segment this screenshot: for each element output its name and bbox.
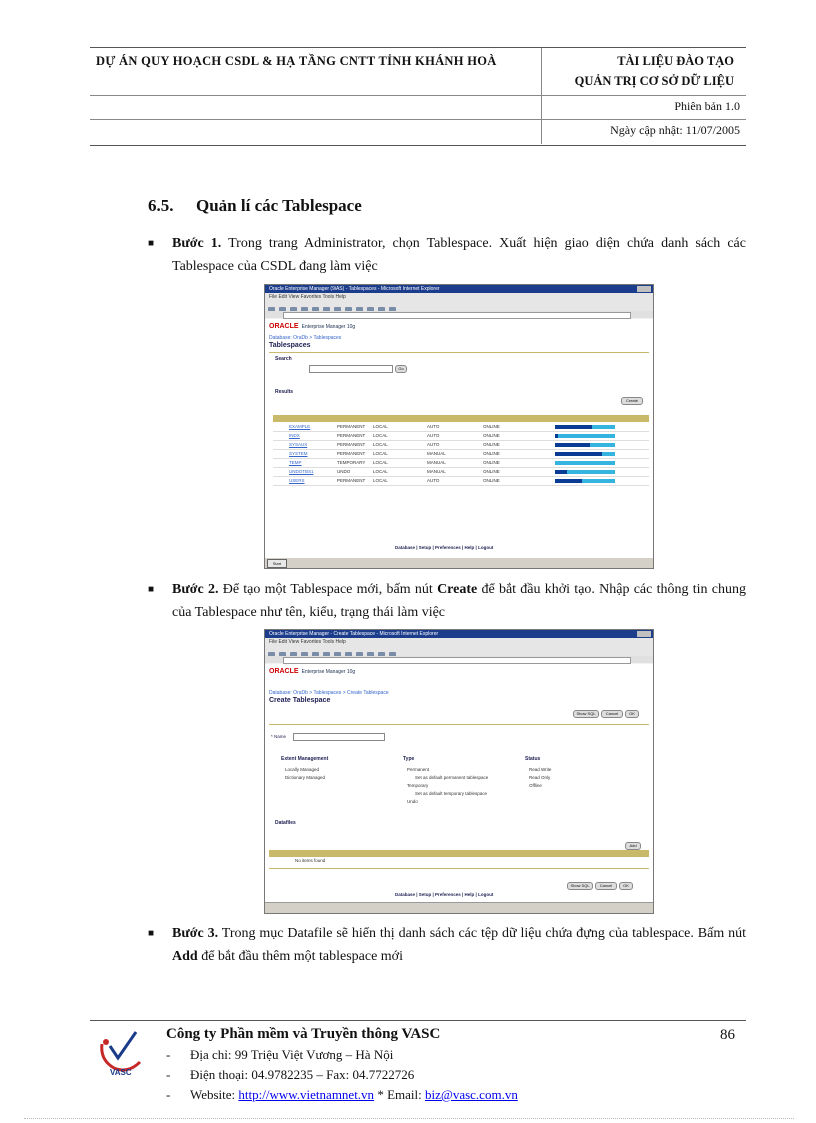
footer-links: Database | Setup | Preferences | Help | Logout <box>395 892 494 897</box>
header-row-line <box>90 95 746 96</box>
results-label: Results <box>275 389 294 395</box>
footer-address: - Địa chỉ: 99 Triệu Việt Vương – Hà Nội <box>166 1047 394 1062</box>
page-number: 86 <box>720 1027 735 1043</box>
cell-status: ONLINE <box>483 442 500 447</box>
section-heading <box>148 196 362 216</box>
usage-bar <box>555 470 567 474</box>
status-option[interactable]: Read Write <box>529 767 552 772</box>
type-option[interactable]: Set as default temporary tablespace <box>415 791 488 796</box>
usage-bar-bg <box>555 434 615 438</box>
cell-segment: AUTO <box>427 424 440 429</box>
cell-status: ONLINE <box>483 433 500 438</box>
cell-name[interactable]: SYSTEM <box>289 451 308 456</box>
step-label: Bước 2. <box>172 582 219 597</box>
status-title: Status <box>525 756 541 762</box>
cell-segment: AUTO <box>427 433 440 438</box>
table-row[interactable] <box>273 423 649 432</box>
section-number: 6.5. <box>148 196 174 215</box>
start-button[interactable]: Start <box>267 559 287 568</box>
table-row[interactable] <box>273 468 649 477</box>
address-bar <box>265 311 653 318</box>
menu-bar: File Edit View Favorites Tools Help <box>265 638 653 646</box>
table-row[interactable] <box>273 450 649 459</box>
page-edge <box>24 1118 794 1119</box>
table-row[interactable] <box>273 432 649 441</box>
cell-status: ONLINE <box>483 460 500 465</box>
usage-bar <box>555 434 558 438</box>
cell-status: ONLINE <box>483 451 500 456</box>
divider <box>269 868 649 869</box>
page-title: Tablespaces <box>269 342 311 349</box>
cell-status: ONLINE <box>483 469 500 474</box>
step-label: Bước 3. <box>172 926 219 941</box>
usage-bar <box>555 425 592 429</box>
bullet-icon: ■ <box>148 928 155 939</box>
cell-type: PERMANENT <box>337 433 366 438</box>
name-input[interactable] <box>293 733 385 741</box>
cell-extent: LOCAL <box>373 460 388 465</box>
oracle-logo: ORACLE Enterprise Manager 10g <box>269 668 356 675</box>
step-2: ■ Bước 2. Để tạo một Tablespace mới, bấm nút Create để bắt đầu khởi tạo. Nhập các thông tin chung của Tablespace như tên, kiểu, trạng thái làm việc <box>148 578 746 624</box>
cell-type: UNDO <box>337 469 351 474</box>
name-label: * Name <box>271 734 287 739</box>
tab-divider <box>269 724 649 725</box>
usage-bar <box>555 479 582 483</box>
show-sql-button-bottom[interactable]: Show SQL <box>567 882 593 890</box>
logo-text: VASC <box>110 1068 132 1076</box>
email-link[interactable]: biz@vasc.com.vn <box>424 1087 518 1102</box>
go-button[interactable]: Go <box>395 365 407 373</box>
table-row[interactable] <box>273 441 649 450</box>
create-button[interactable]: Create <box>621 397 643 405</box>
status-option[interactable]: Read Only <box>529 775 551 780</box>
cell-extent: LOCAL <box>373 433 388 438</box>
window-controls <box>637 286 651 292</box>
header-divider <box>541 48 542 144</box>
footer-phone: - Điện thoại: 04.9782235 – Fax: 04.7722726 <box>166 1067 415 1082</box>
table-row[interactable] <box>273 477 649 486</box>
taskbar <box>265 557 653 568</box>
cell-segment: AUTO <box>427 442 440 447</box>
extent-option[interactable]: Locally Managed <box>285 767 320 772</box>
browser-page <box>265 664 653 903</box>
usage-bar <box>555 443 590 447</box>
step-3: ■ Bước 3. Trong mục Datafile sẽ hiển thị danh sách các tệp dữ liệu chứa đựng của tablespace. Bấm nút Add để bắt đầu thêm một tablespace mới <box>148 922 746 968</box>
show-sql-button[interactable]: Show SQL <box>573 710 599 718</box>
add-button[interactable]: Add <box>625 842 641 850</box>
update-date: Ngày cập nhật: 11/07/2005 <box>610 123 740 137</box>
footer-links: Database | Setup | Preferences | Help | Logout <box>395 545 494 550</box>
cell-name[interactable]: UNDOTBS1 <box>289 469 314 474</box>
cell-extent: LOCAL <box>373 424 388 429</box>
page-title: Create Tablespace <box>269 697 331 704</box>
document-header <box>90 47 746 146</box>
menu-bar: File Edit View Favorites Tools Help <box>265 293 653 301</box>
cell-status: ONLINE <box>483 478 500 483</box>
cell-extent: LOCAL <box>373 442 388 447</box>
header-row-line <box>90 119 746 120</box>
cell-type: PERMANENT <box>337 451 366 456</box>
status-bar <box>265 902 653 913</box>
ok-button[interactable]: OK <box>625 710 639 718</box>
search-input[interactable] <box>309 365 393 373</box>
vasc-logo <box>96 1026 150 1076</box>
ok-button-bottom[interactable]: OK <box>619 882 633 890</box>
website-link[interactable]: http://www.vietnamnet.vn <box>238 1087 375 1102</box>
status-option[interactable]: Offline <box>529 783 542 788</box>
bullet-icon: ■ <box>148 238 155 249</box>
cell-extent: LOCAL <box>373 478 388 483</box>
cell-name[interactable]: EXAMPLE <box>289 424 311 429</box>
datafiles-title: Datafiles <box>275 820 296 826</box>
cell-extent: LOCAL <box>373 469 388 474</box>
document-subtitle: QUẢN TRỊ CƠ SỞ DỮ LIỆU <box>574 74 734 88</box>
breadcrumb: Database: OraDb > Tablespaces <box>269 335 342 341</box>
cell-name[interactable]: TEMP <box>289 460 302 465</box>
cell-status: ONLINE <box>483 424 500 429</box>
type-option[interactable]: Undo <box>407 799 418 804</box>
type-title: Type <box>403 756 415 762</box>
table-row[interactable] <box>273 459 649 468</box>
divider <box>269 352 649 353</box>
bullet-icon: ■ <box>148 584 155 595</box>
breadcrumb: Database: OraDb > Tablespaces > Create Tablespace <box>269 690 389 696</box>
footer-line <box>90 1020 746 1021</box>
cancel-button-bottom[interactable]: Cancel <box>595 882 617 890</box>
version: Phiên bản 1.0 <box>674 99 740 113</box>
extent-option[interactable]: Dictionary Managed <box>285 775 326 780</box>
usage-bar-bg <box>555 461 615 465</box>
table-header <box>273 415 649 422</box>
cell-name[interactable]: USERS <box>289 478 305 483</box>
project-name: DỰ ÁN QUY HOẠCH CSDL & HẠ TẦNG CNTT TỈNH KHÁNH HOÀ <box>96 54 497 68</box>
section-title: Quản lí các Tablespace <box>196 196 362 215</box>
extent-title: Extent Management <box>281 756 329 762</box>
step-text: Trong trang Administrator, chọn Tablespace. Xuất hiện giao diện chứa danh sách các Tablespace của CSDL đang làm việc <box>172 236 746 274</box>
cell-segment: MANUAL <box>427 451 446 456</box>
cell-segment: MANUAL <box>427 460 446 465</box>
screenshot-create-tablespace <box>264 629 654 914</box>
usage-bar <box>555 452 602 456</box>
window-title: Oracle Enterprise Manager - Create Tablespace - Microsoft Internet Explorer <box>265 630 653 638</box>
type-option[interactable]: Set as default permanent tablespace <box>415 775 489 780</box>
cell-segment: MANUAL <box>427 469 446 474</box>
cell-type: PERMANENT <box>337 424 366 429</box>
browser-page <box>265 319 653 558</box>
cell-type: PERMANENT <box>337 442 366 447</box>
step-label: Bước 1. <box>172 236 222 251</box>
cell-type: TEMPORARY <box>337 460 366 465</box>
address-bar <box>265 656 653 663</box>
cell-name[interactable]: SYSAUX <box>289 442 308 447</box>
footer-contacts: - Website: http://www.vietnamnet.vn * Email: biz@vasc.com.vn <box>166 1087 518 1102</box>
window-title: Oracle Enterprise Manager (9iAS) - Tablespaces - Microsoft Internet Explorer <box>265 285 653 293</box>
cell-extent: LOCAL <box>373 451 388 456</box>
cancel-button[interactable]: Cancel <box>601 710 623 718</box>
window-controls <box>637 631 651 637</box>
screenshot-tablespaces <box>264 284 654 569</box>
cell-segment: AUTO <box>427 478 440 483</box>
company-name: Công ty Phần mềm và Truyền thông VASC <box>166 1026 441 1042</box>
type-option[interactable]: Permanent <box>407 767 430 772</box>
cell-type: PERMANENT <box>337 478 366 483</box>
oracle-logo: ORACLE Enterprise Manager 10g <box>269 323 356 330</box>
step-1 <box>148 232 746 278</box>
datafile-table-header <box>269 850 649 857</box>
cell-name[interactable]: INDX <box>289 433 300 438</box>
no-items-text: No items found <box>295 858 326 863</box>
search-label: Search <box>275 356 292 362</box>
type-option[interactable]: Temporary <box>407 783 429 788</box>
document-title: TÀI LIỆU ĐÀO TẠO <box>617 54 734 68</box>
